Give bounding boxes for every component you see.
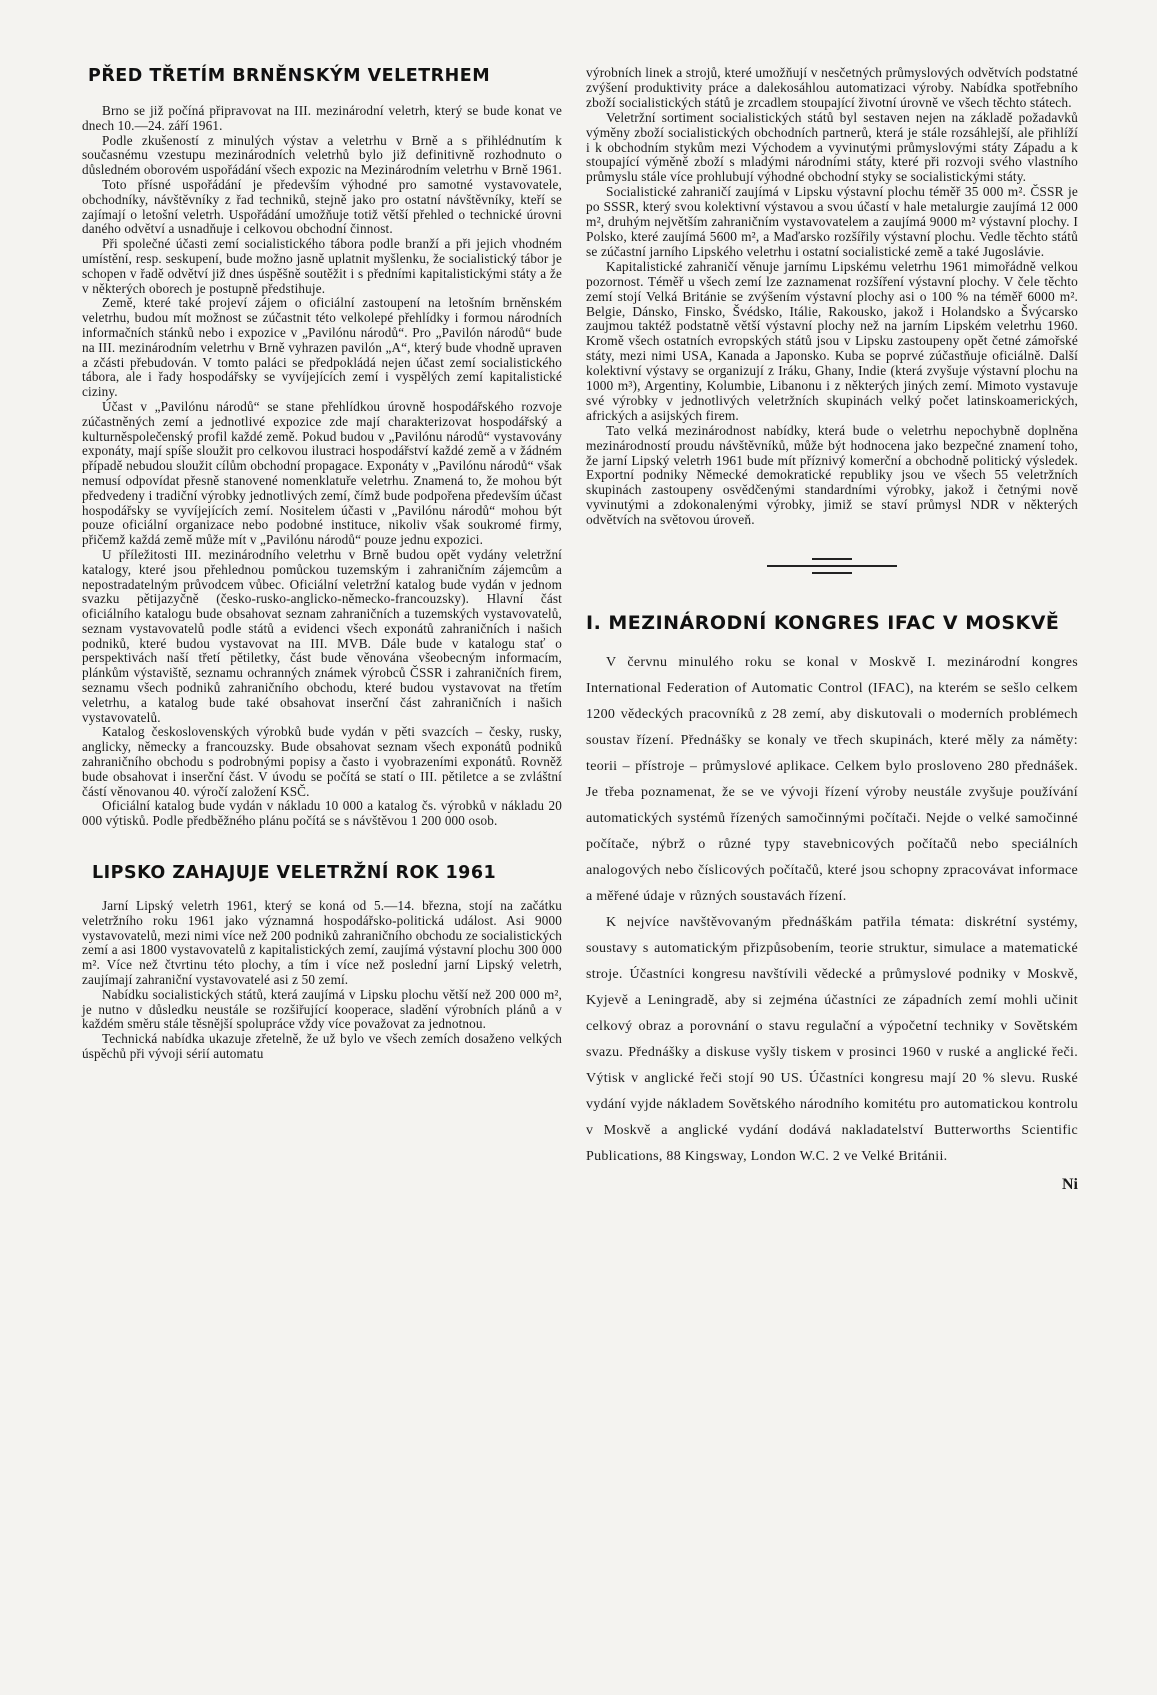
- right-column: [586, 66, 1078, 1194]
- article-paragraph: Brno se již počíná připravovat na III. mezinárodní veletrh, který se bude konat ve dnech 10.—24. září 1961.: [82, 103, 562, 133]
- article-paragraph: Země, které také projeví zájem o oficiální zastoupení na letošním brněnském veletrhu, budou mít možnost se zúčastnit této velkolepé přehlídky i formou národních informačních stánků nebo i expozice v „Pavilónu národů“. Pro „Pavilón národů“ bude na III. mezinárodním veletrhu v Brně vyhrazen pavilón „A“, který bude vhodně upraven a zčásti přebudován. V tomto paláci se předpokládá nejen účast zemí socialistického tábora, ale i řady hospodářsky se vyvíjejících zemí i vyspělých zemí kapitalistické ciziny.: [82, 295, 562, 400]
- article-paragraph: K nejvíce navštěvovaným přednáškám patřila témata: diskrétní systémy, soustavy s automatickým přizpůsobením, teorie struktur, simulace a matematické stroje. Účastníci kongresu navštívili vědecké a průmyslové podniky v Moskvě, Kyjevě a Leningradě, aby si zejména účastníci ze západních zemí mohli učinit celkový obraz a porovnání o stavu regulační a výpočetní techniky v Sovětském svazu. Přednášky a diskuse vyšly tiskem v prosinci 1960 v ruské a anglické řeči. Výtisk v anglické řeči stojí 90 US. Účastníci kongresu mají 20 % slevu. Ruské vydání vyjde nákladem Sovětského národního komitétu pro automatickou kontrolu v Moskvě a anglické vydání dodává nakladatelství Butterworths Scientific Publications, 88 Kingsway, London W.C. 2 ve Velké Británii.: [586, 915, 1078, 1165]
- left-column: [82, 66, 562, 1062]
- page-mark: Ni: [1062, 1176, 1078, 1194]
- article-paragraph: U příležitosti III. mezinárodního veletrhu v Brně budou opět vydány veletržní katalogy, které jsou přehlednou pomůckou tuzemským i zahraničním zájemcům a nepostradatelným průvodcem vůbec. Oficiální veletržní katalog bude vydán v jednom svazku pětijazyčně (česko-rusko-anglicko-německo-francouzsky). Hlavní část oficiálního katalogu bude obsahovat seznam zahraničních a tuzemských vystavovatelů, seznam vystavovatelů podle států a evidenci všech exponátů zahraničních i našich podniků, které budou vystavovat na III. MVB. Dále bude v katalogu stať o perspektivách naší třetí pětiletky, část bude věnována všeobecným informacím, plánkům výstaviště, seznamu ochranných známek výrobců ČSSR i zahraničních firem, seznamu všech podniků zahraničního obchodu, které budou vystavovat na třetím veletrhu, a katalog bude také obsahovat inserční část zahraničních i našich vystavovatelů.: [82, 546, 562, 725]
- section-divider: [767, 558, 897, 574]
- article-paragraph: Veletržní sortiment socialistických států byl sestaven nejen na základě požadavků výměny zboží socialistických obchodních partnerů, která je stále rozsáhlejší, ale přihlíží i k obchodním stykům mezi Východem a vyvinutými průmyslovými státy Západu a k stoupající výměně zboží s mladými národními státy, které při rozvoji svého vlastního průmyslu stále více prohlubují výhodné obchodní styky se socialistickými státy.: [586, 109, 1078, 185]
- article-paragraph: Jarní Lipský veletrh 1961, který se koná od 5.—14. března, stojí na začátku veletržního roku 1961 jako významná hospodářsko-politická událost. Asi 9000 vystavovatelů, mezi nimi více než 200 podniků zahraničního obchodu ze socialistických zemí a asi 1800 vystavovatelů z kapitalistických zemí, zaujímá výstavní plochu 300 000 m². Více než čtvrtinu této plochy, a tím i více než poslední jarní Lipský veletrh, zaujímají zahraniční vystavovatelé asi z 50 zemí.: [82, 898, 562, 988]
- article-paragraph: Tato velká mezinárodnost nabídky, která bude o veletrhu nepochybně doplněna mezinárodností proudu návštěvníků, může být hodnocena jako bezpečné znamení toho, že jarní Lipský veletrh 1961 bude mít příznivý komerční a obchodně politický výsledek. Exportní podniky Německé demokratické republiky jsou ve všech 55 veletržních skupinách zastoupeny osvědčenými standardními výrobky, jakož i četnými nově vyvinutými a zdokonalenými výrobky, jimiž se staví průmysl NDR v některých odvětvích na světovou úroveň.: [586, 422, 1078, 528]
- article-paragraph: Kapitalistické zahraničí věnuje jarnímu Lipskému veletrhu 1961 mimořádně velkou pozornost. Téměř u všech zemí lze zaznamenat rozšíření výstavní plochy. V čele těchto zemí stojí Velká Británie se zvýšením výstavní plochy asi o 100 % na téměř 6000 m². Belgie, Dánsko, Finsko, Švédsko, Itálie, Rakousko, jakož i Holandsko a Švýcarsko zaujmou taktéž podstatně větší výstavní plochy než na jarním Lipském veletrhu 1960. Kromě všech ostatních evropských států jsou v Lipsku zastoupeny opět četné zámořské státy, mezi nimi USA, Kanada a Japonsko. Kuba se poprvé zúčastňuje oficiálně. Další kolektivní výstavy se organizují z Iráku, Ghany, Indie (která zvyšuje výstavní plochu na 1000 m³), Argentiny, Kolumbie, Libanonu i z některých jiných zemí. Mimoto vystavuje své výrobky v jednotlivých veletržních skupinách velký počet latinskoamerických, afrických a asijských firem.: [586, 258, 1078, 423]
- article-title-lipsko: LIPSKO ZAHAJUJE VELETRŽNÍ ROK 1961: [92, 863, 497, 884]
- article-title-ifac: I. MEZINÁRODNÍ KONGRES IFAC V MOSKVĚ: [586, 612, 1060, 635]
- article-title-brno: PŘED TŘETÍM BRNĚNSKÝM VELETRHEM: [88, 66, 491, 86]
- article-paragraph: výrobních linek a strojů, které umožňují v nesčetných průmyslových odvětvích podstatné zvýšení produktivity práce a dalekosáhlou automatizaci výroby. Nabídka spotřebního zboží socialistických států je zrcadlem stoupající životní úrovně ve všech těchto státech.: [586, 65, 1078, 110]
- article-paragraph: Socialistické zahraničí zaujímá v Lipsku výstavní plochu téměř 35 000 m². ČSSR je po SSSR, který svou kolektivní výstavou a svou účastí v hale metalurgie zaujímá 12 000 m², druhým největším zahraničním vystavovatelem a zaujímá 9000 m² výstavní plochy. I Polsko, které zaujímá 5600 m², a Maďarsko rozšířily výstavní plochu. Vedle těchto států se zúčastní jarního Lipského veletrhu i ostatní socialistické země a také Jugoslávie.: [586, 184, 1078, 259]
- article-paragraph: Oficiální katalog bude vydán v nákladu 10 000 a katalog čs. výrobků v nákladu 20 000 výtisků. Podle předběžného plánu počítá se s návštěvou 1 200 000 osob.: [82, 798, 562, 829]
- article-paragraph: Při společné účasti zemí socialistického tábora podle branží a při jejich vhodném umístění, resp. seskupení, bude možno jasně uplatnit myšlenku, že socialistický tábor je schopen v řadě odvětví již dnes úspěšně soutěžit i s předními kapitalistickými státy a že v některých oborech je postupně předstihuje.: [82, 236, 562, 296]
- article-paragraph: Nabídku socialistických států, která zaujímá v Lipsku plochu větší než 200 000 m², je nutno v důsledku neustále se rozšiřující kooperace, sladění výrobních plánů a v každém směru stále těsnější spolupráce vždy více považovat za jednotnou.: [82, 986, 562, 1032]
- article-paragraph: Účast v „Pavilónu národů“ se stane přehlídkou úrovně hospodářského rozvoje zúčastněných zemí a jednotlivé expozice zde mají charakterizovat hospodářský a kulturněspolečenský profil každé země. Pokud budou v „Pavilónu národů“ vystavovány exponáty, mají spíše sloužit pro celkovou ilustraci hospodářství každé země a v žádném případě nebudou sloužit cílům obchodní propagace. Exponáty v „Pavilónu národů“ však nemusí odpovídat přesně stanovené nomenklatuře veletrhu. Znamená to, že mohou být předvedeny i tradiční výrobky jednotlivých zemí, čímž bude podpořena především účast hospodářsky se vyvíjejících zemí. Nositelem účasti v „Pavilónu národů“ mohou být pouze oficiální organizace nebo podobné instituce, nikoliv však soukromé firmy, přičemž každá země může mít v „Pavilónu národů“ pouze jednu expozici.: [82, 398, 562, 548]
- article-paragraph: Toto přísné uspořádání je především výhodné pro samotné vystavovatele, obchodníky, návštěvníky z řad techniků, stejně jako pro ostatní návštěvníky, kteří se zajímají o letošní veletrh. Uspořádání umožňuje totiž větší přehled o technické úrovni daného odvětví a usnadňuje i celkovou obchodní činnost.: [82, 176, 562, 237]
- article-paragraph: Katalog československých výrobků bude vydán v pěti svazcích – česky, rusky, anglicky, německy a francouzsky. Bude obsahovat seznam všech exponátů podniků zahraničního obchodu s podrobnými popisy a často i vyobrazeními exponátů. Rovněž bude obsahovat i inserční část. V úvodu se počítá se statí o III. pětiletce a se zvláštní částí věnovanou 40. výročí založení KSČ.: [82, 724, 562, 799]
- article-paragraph: Podle zkušeností z minulých výstav a veletrhu v Brně a s přihlédnutím k současnému vzestupu mezinárodních veletrhů bylo již definitivně rozhodnuto o důsledném oborovém uspořádání všech expozic na Mezinárodním veletrhu v Brně 1961.: [82, 132, 562, 178]
- article-paragraph: V červnu minulého roku se konal v Moskvě I. mezinárodní kongres International Federation of Automatic Control (IFAC), na kterém se sešlo celkem 1200 vědeckých pracovníků z 28 zemí, aby diskutovali o moderních problémech soustav řízení. Přednášky se konaly ve třech skupinách, které měly za náměty: teorii – přístroje – průmyslové aplikace. Celkem bylo prosloveno 280 přednášek. Je třeba poznamenat, že se ve vývoji řízení výroby neustále zvyšuje používání automatických systémů řízených samočinnými počítači. Nejde o velké samočinné počítače, nýbrž o různé typy stavebnicových počítačů nebo speciálních analogových nebo číslicových počítačů, které jsou schopny zpracovávat informace a měřené údaje v různých soustavách řízení.: [586, 655, 1078, 905]
- article-paragraph: Technická nabídka ukazuje zřetelně, že už bylo ve všech zemích dosaženo velkých úspěchů při vývoji sérií automatu: [82, 1031, 562, 1062]
